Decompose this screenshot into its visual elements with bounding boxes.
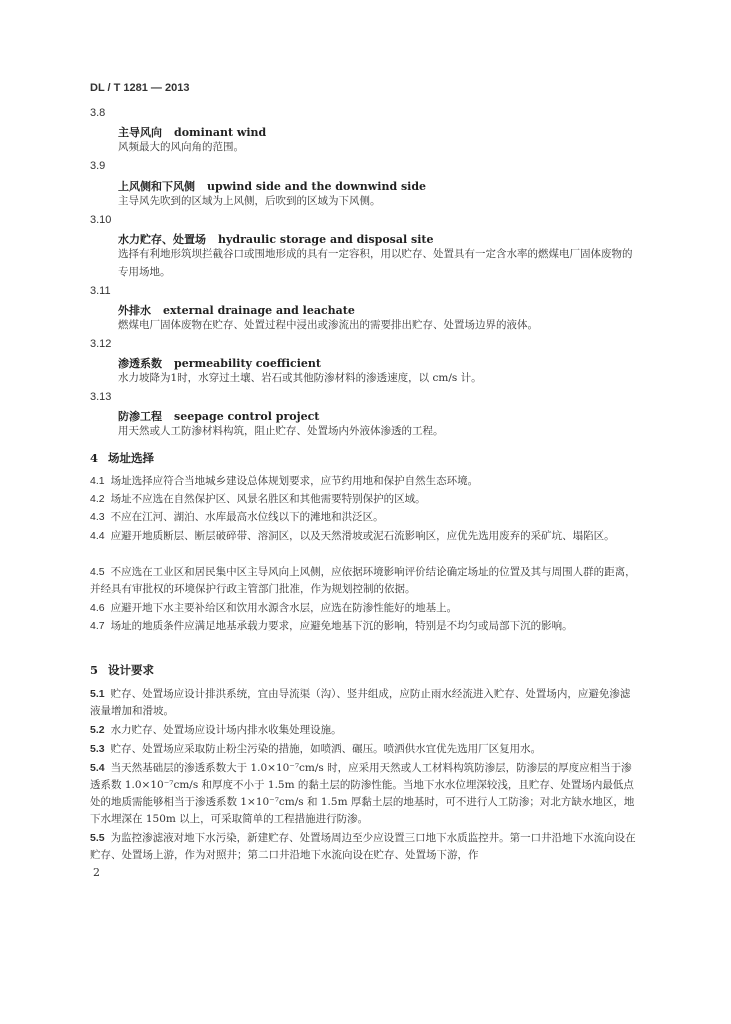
term-definition: 风频最大的风向角的范围。 [118, 141, 244, 153]
term-cn: 渗透系数 [118, 357, 162, 370]
section-number: 4 [90, 451, 99, 465]
term-definition: 主导风先吹到的区域为上风侧，后吹到的区域为下风侧。 [118, 195, 381, 207]
clause [90, 473, 638, 490]
term-en: dominant wind [174, 126, 267, 139]
term-en: hydraulic storage and disposal site [218, 233, 434, 246]
term-definition: 水力坡降为1时，水穿过土壤、岩石或其他防渗材料的渗透速度，以 cm/s 计。 [118, 372, 482, 384]
clause-number: 5.5 [90, 832, 105, 844]
clause [90, 564, 638, 598]
clause-text: 应避开地质断层、断层破碎带、溶洞区，以及天然滑坡或泥石流影响区，应优先选用废弃的采矿坑、塌陷区。 [110, 530, 615, 542]
clause [90, 618, 638, 635]
clause [90, 491, 638, 508]
term-en: permeability coefficient [174, 357, 321, 370]
term-number: 3.13 [90, 391, 112, 403]
section-number: 5 [90, 663, 99, 677]
term-number: 3.8 [90, 107, 106, 119]
clause-number: 5.1 [90, 688, 105, 700]
term-number: 3.10 [90, 214, 112, 226]
clause-text: 水力贮存、处置场应设计场内排水收集处理设施。 [110, 724, 342, 736]
clause-text: 贮存、处置场应设计排洪系统，宜由导流渠（沟）、竖井组成，应防止雨水经流进入贮存、处置场内，应避免渗滤液量增加和滑坡。 [90, 688, 631, 717]
clause-text: 应避开地下水主要补给区和饮用水源含水层，应选在防渗性能好的地基上。 [110, 602, 458, 614]
section-title: 设计要求 [108, 663, 155, 677]
clause [90, 741, 638, 758]
term-en: upwind side and the downwind side [207, 180, 427, 193]
clause [90, 722, 638, 739]
clause-number: 5.2 [90, 724, 105, 736]
clause-number: 5.4 [90, 762, 105, 774]
term-definition: 用天然或人工防渗材料构筑，阻止贮存、处置场内外液体渗透的工程。 [118, 425, 444, 437]
term-cn: 外排水 [118, 304, 151, 317]
term-definition: 选择有利地形筑坝拦截谷口或围地形成的具有一定容积，用以贮存、处置具有一定含水率的燃煤电厂固体废物的专用场地。 [118, 248, 633, 278]
clause [90, 830, 638, 864]
clause [90, 600, 638, 617]
clause [90, 528, 638, 545]
clause-number: 4.3 [90, 511, 105, 523]
section-heading [90, 662, 154, 678]
term-definition: 燃煤电厂固体废物在贮存、处置过程中浸出或渗流出的需要排出贮存、处置场边界的液体。 [118, 319, 538, 331]
section-title: 场址选择 [108, 451, 155, 465]
section-heading [90, 450, 154, 466]
term-en: external drainage and leachate [163, 304, 355, 317]
standard-header: DL / T 1281 — 2013 [90, 82, 190, 94]
clause [90, 760, 638, 828]
clause-text: 贮存、处置场应采取防止粉尘污染的措施，如喷洒、碾压。喷洒供水宜优先选用厂区复用水。 [110, 743, 542, 755]
term-cn: 防渗工程 [118, 410, 162, 423]
clause-text: 场址不应选在自然保护区、风景名胜区和其他需要特别保护的区域。 [110, 493, 426, 505]
clause-text: 为监控渗滤液对地下水污染，新建贮存、处置场周边至少应设置三口地下水质监控井。第一口井沿地下水流向设在贮存、处置场上游，作为对照井；第二口井沿地下水流向设在贮存、处置场下游，作 [90, 832, 636, 861]
clause-number: 4.5 [90, 566, 105, 578]
term-number: 3.11 [90, 285, 111, 297]
clause-number: 4.1 [90, 475, 105, 487]
clause-text: 当天然基础层的渗透系数大于 1.0×10⁻⁷cm/s 时，应采用天然或人工材料构筑防渗层，防渗层的厚度应相当于渗透系数 1.0×10⁻⁷cm/s 和厚度不小于 1.5m 的黏土层的防渗性能。当地下水水位埋深较浅，且贮存、处置场内最低点处的地质需能够相当于渗透系数 1×10⁻⁷cm/s 和 1.5m 厚黏土层的地基时，可不进行人工防渗；对北方缺水地区，地下水埋深在 150m 以上，可采取简单的工程措施进行防渗。 [90, 762, 635, 825]
clause-number: 4.6 [90, 602, 105, 614]
clause-number: 4.7 [90, 620, 105, 632]
term-number: 3.9 [90, 160, 106, 172]
clause-number: 4.4 [90, 530, 105, 542]
clause-text: 不应选在工业区和居民集中区主导风向上风侧，应依据环境影响评价结论确定场址的位置及其与周围人群的距离，并经具有审批权的环境保护行政主管部门批准，作为规划控制的依据。 [90, 566, 636, 595]
clause-number: 5.3 [90, 743, 105, 755]
term-number: 3.12 [90, 338, 112, 350]
clause [90, 686, 638, 720]
clause-text: 场址的地质条件应满足地基承载力要求，应避免地基下沉的影响，特别是不均匀或局部下沉的影响。 [110, 620, 573, 632]
clause-text: 场址选择应符合当地城乡建设总体规划要求，应节约用地和保护自然生态环境。 [110, 475, 479, 487]
term-cn: 水力贮存、处置场 [118, 233, 206, 246]
clause-number: 4.2 [90, 493, 105, 505]
clause [90, 509, 638, 526]
page-number: 2 [93, 866, 100, 879]
term-en: seepage control project [174, 410, 320, 423]
clause-text: 不应在江河、湖泊、水库最高水位线以下的滩地和洪泛区。 [110, 511, 384, 523]
term-cn: 主导风向 [118, 126, 162, 139]
term-cn: 上风侧和下风侧 [118, 180, 195, 193]
